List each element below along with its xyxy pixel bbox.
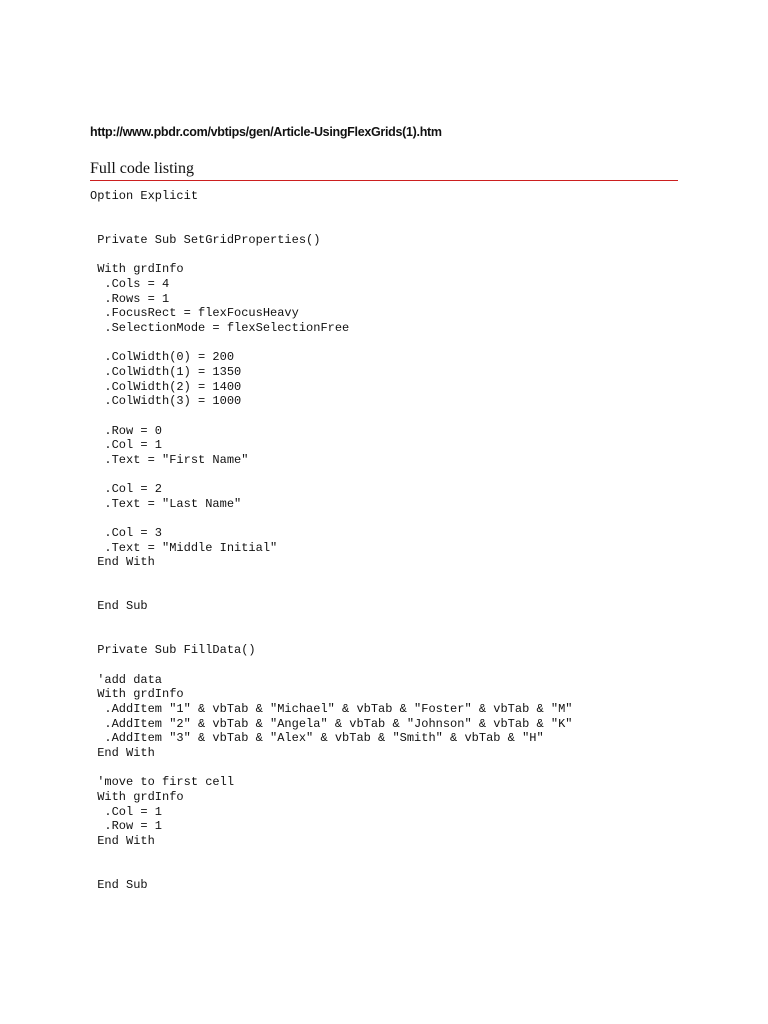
code-line: .FocusRect = flexFocusHeavy [90,306,299,321]
code-line: .AddItem "2" & vbTab & "Angela" & vbTab & "Johnson" & vbTab & "K" [90,716,573,731]
code-line: With grdInfo [90,262,184,277]
code-line: Option Explicit [90,189,199,203]
code-line: .Cols = 4 [90,276,170,291]
code-line: .ColWidth(0) = 200 [90,350,235,365]
code-line: .Col = 2 [90,482,163,497]
section-heading: Full code listing [90,160,194,177]
code-line: With grdInfo [90,687,184,702]
code-line: .AddItem "3" & vbTab & "Alex" & vbTab & "Smith" & vbTab & "H" [90,731,544,746]
source-url[interactable]: http://www.pbdr.com/vbtips/gen/Article-UsingFlexGrids(1).htm [90,125,442,139]
code-line: .Text = "Last Name" [90,496,242,511]
code-line: End With [90,833,155,848]
heading-underline-rule [90,180,678,181]
code-line: .SelectionMode = flexSelectionFree [90,320,350,335]
code-line: .ColWidth(2) = 1400 [90,379,242,394]
code-line: .Row = 1 [90,819,163,834]
code-listing [90,189,572,893]
code-line: End Sub [90,877,148,892]
code-line: .Col = 1 [90,804,163,819]
code-line: End With [90,555,155,570]
code-line: End With [90,745,155,760]
code-line: .ColWidth(1) = 1350 [90,364,242,379]
code-line: .AddItem "1" & vbTab & "Michael" & vbTab & "Foster" & vbTab & "M" [90,701,573,716]
code-line: Private Sub FillData() [90,643,256,658]
code-line: .Rows = 1 [90,291,170,306]
code-line: 'move to first cell [90,775,235,790]
code-line: End Sub [90,599,148,614]
code-line: 'add data [90,672,163,687]
code-line: .ColWidth(3) = 1000 [90,394,242,409]
code-line: .Col = 1 [90,438,163,453]
code-line: Private Sub SetGridProperties() [90,232,321,247]
code-line: .Col = 3 [90,526,163,541]
code-line: .Row = 0 [90,423,163,438]
code-line: With grdInfo [90,789,184,804]
code-line: .Text = "First Name" [90,452,249,467]
code-line: .Text = "Middle Initial" [90,540,278,555]
